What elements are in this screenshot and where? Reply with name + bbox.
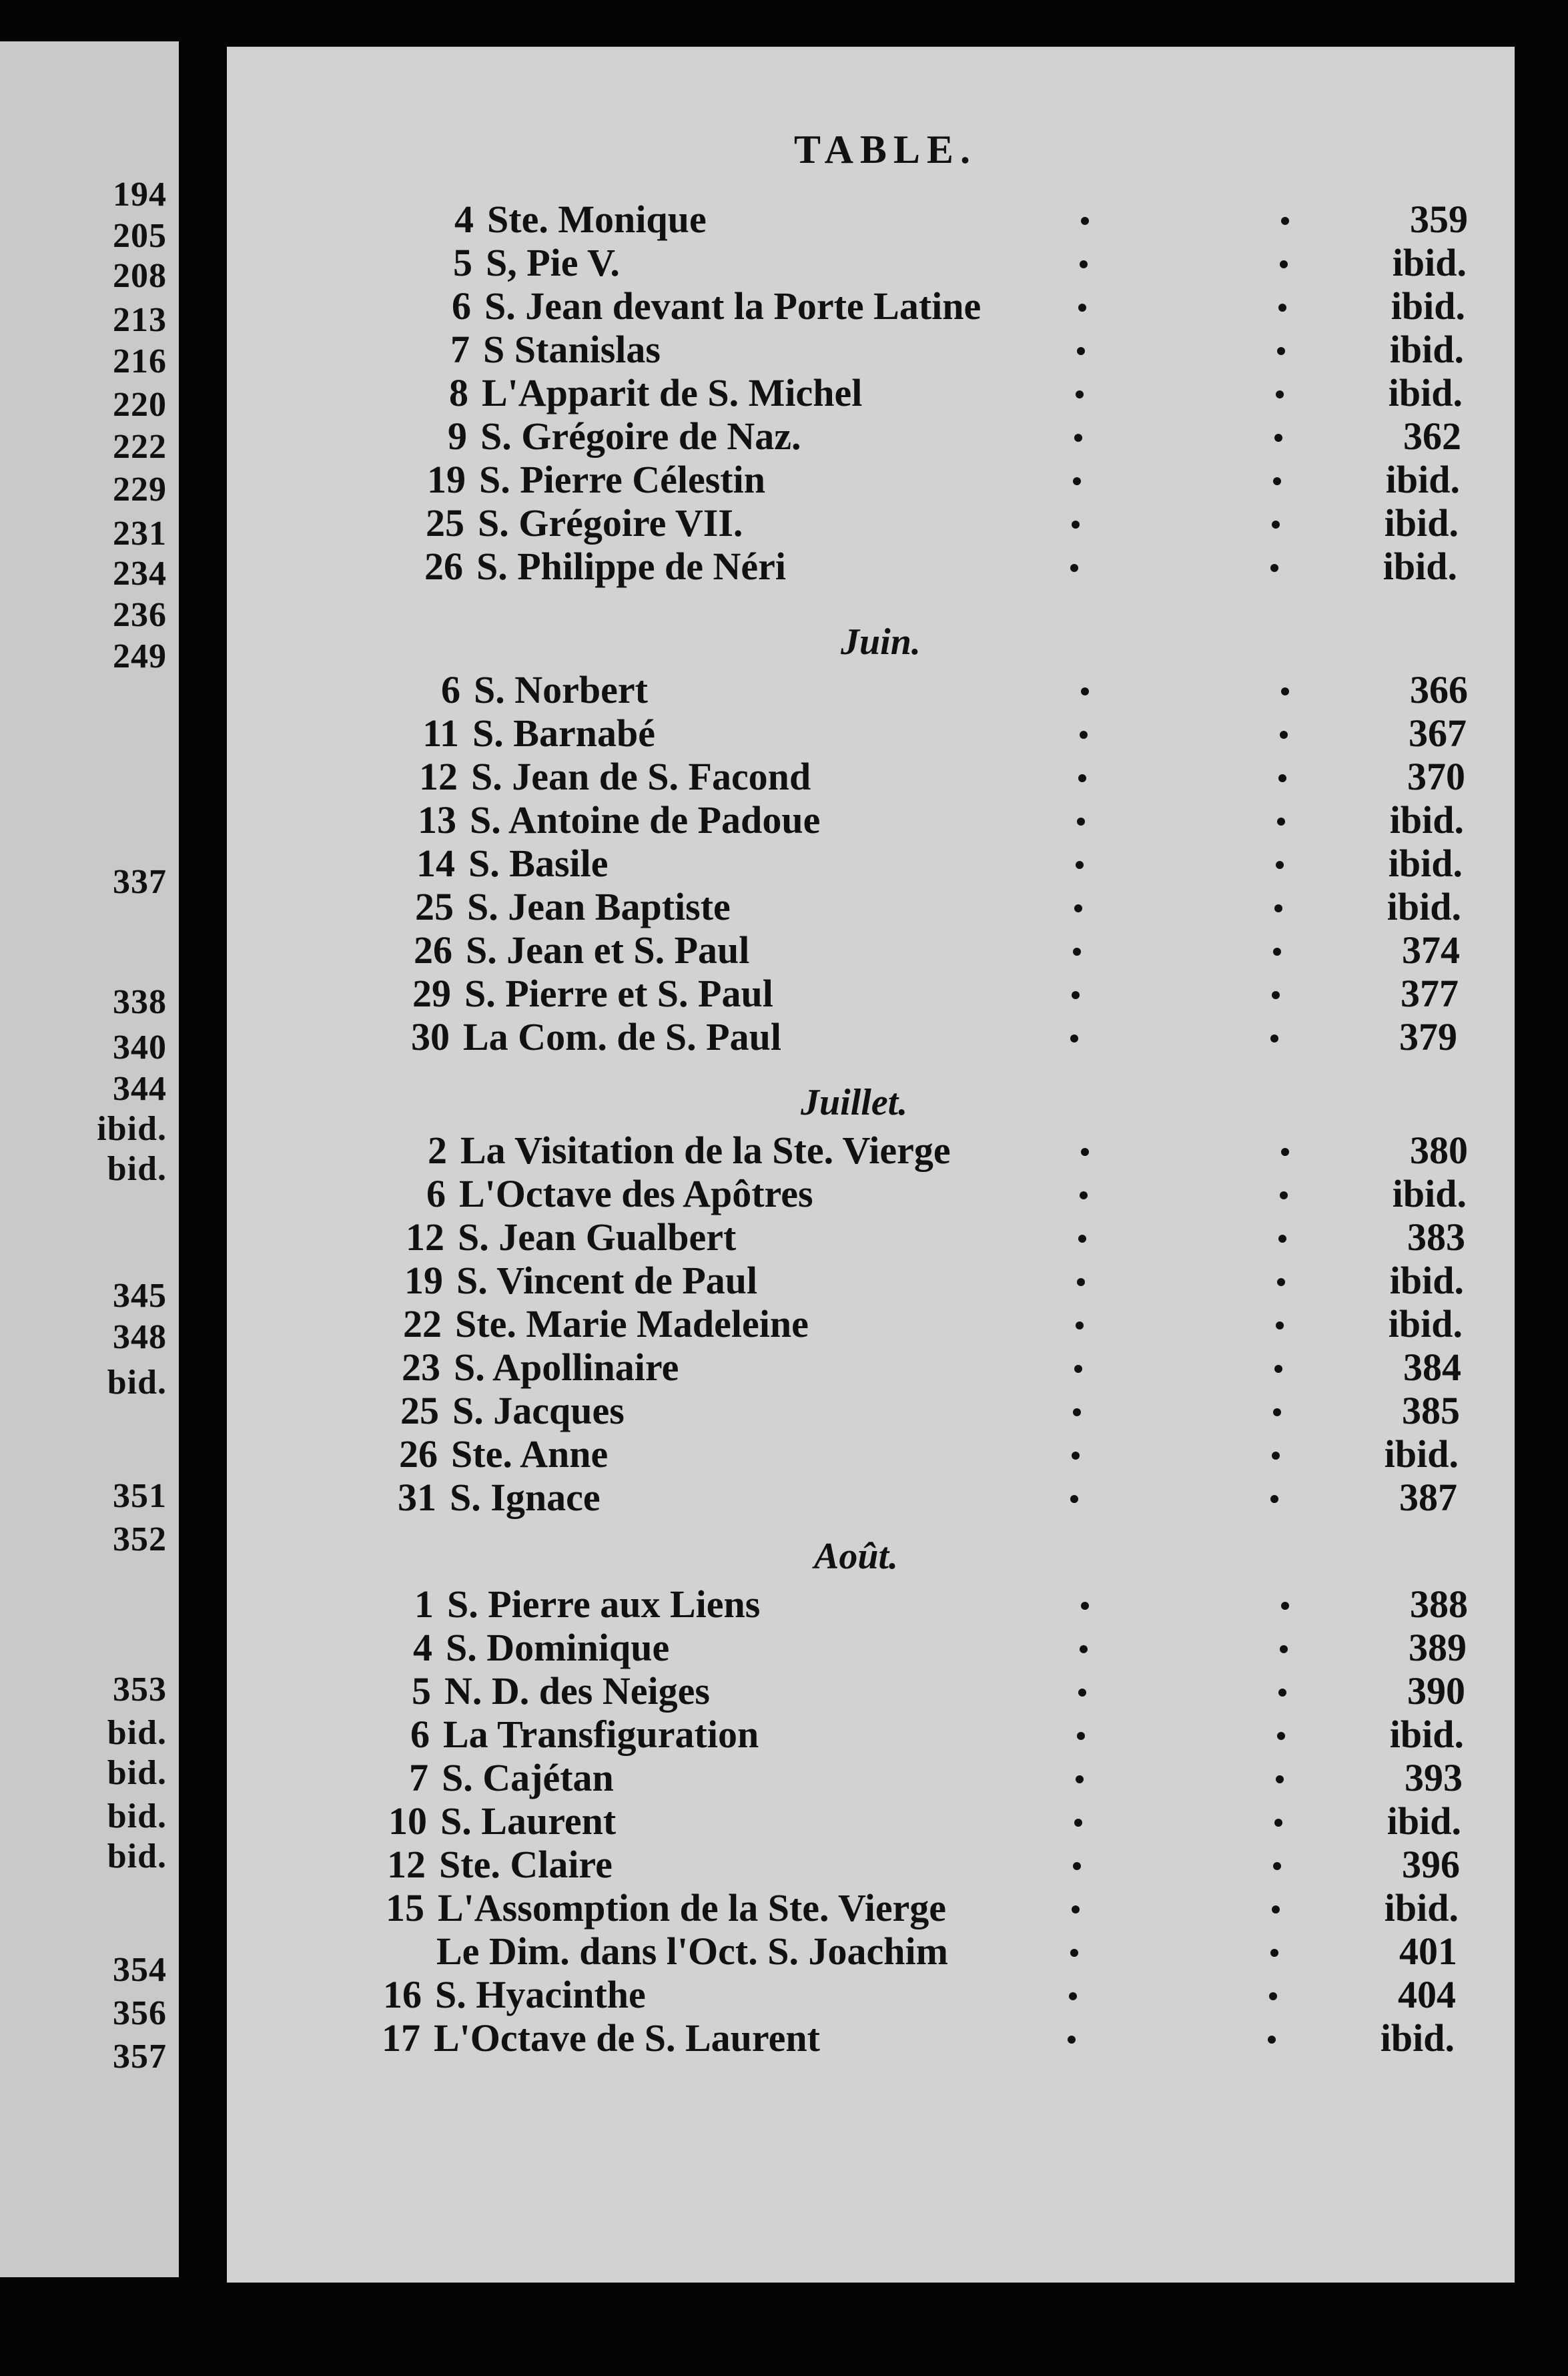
left-page-number: bid. — [107, 1837, 167, 1875]
leader-dot — [1272, 991, 1280, 999]
leader-dot — [1080, 731, 1088, 739]
page-reference: 362 — [1403, 414, 1461, 458]
day-number: 26 — [399, 1432, 438, 1476]
leader-dot — [1272, 521, 1280, 529]
page-reference: ibid. — [1392, 1172, 1467, 1215]
feast-name: S. Jacques — [452, 1389, 625, 1432]
table-row — [227, 457, 1515, 500]
page-reference: ibid. — [1388, 371, 1463, 414]
leader-dot — [1077, 818, 1085, 826]
table-row — [227, 841, 1515, 884]
left-page-number: 344 — [113, 1070, 167, 1108]
left-page-number: 231 — [113, 515, 167, 553]
page-reference: ibid. — [1383, 545, 1457, 588]
table-row — [227, 1128, 1515, 1171]
leader-dot — [1281, 1148, 1289, 1156]
day-number: 25 — [415, 885, 454, 928]
left-page-number: 338 — [113, 983, 167, 1021]
left-page-number: 353 — [113, 1671, 167, 1709]
leader-dot — [1274, 1365, 1282, 1373]
leader-dot — [1077, 347, 1085, 355]
left-page-number: 352 — [113, 1520, 167, 1558]
feast-name: La Com. de S. Paul — [463, 1015, 781, 1059]
day-number: 5 — [412, 1669, 431, 1713]
day-number: 6 — [426, 1172, 446, 1215]
leader-dot — [1072, 991, 1080, 999]
day-number: 1 — [414, 1582, 434, 1626]
feast-name: S. Pierre aux Liens — [447, 1582, 761, 1626]
page-reference: 390 — [1407, 1669, 1465, 1713]
table-row — [227, 884, 1515, 927]
leader-dot — [1073, 948, 1081, 956]
day-number: 12 — [419, 755, 458, 798]
leader-dot — [1277, 1278, 1285, 1286]
left-page-number: 340 — [113, 1028, 167, 1067]
feast-name: Le Dim. dans l'Oct. S. Joachim — [436, 1929, 948, 1973]
day-number: 16 — [383, 1973, 422, 2016]
page-reference: 393 — [1405, 1756, 1463, 1799]
page-reference: ibid. — [1388, 842, 1463, 885]
left-page-number: bid. — [107, 1364, 167, 1402]
leader-dot — [1280, 1645, 1288, 1653]
leader-dot — [1272, 1452, 1280, 1460]
table-row — [227, 1475, 1515, 1518]
page-reference: 379 — [1399, 1015, 1457, 1059]
table-row — [227, 1799, 1515, 1841]
leader-dot — [1274, 1819, 1282, 1827]
page-reference: 385 — [1402, 1389, 1460, 1432]
leader-dot — [1270, 564, 1278, 572]
feast-name: S. Jean de S. Facond — [471, 755, 811, 798]
month-heading: Août. — [814, 1536, 899, 1577]
page-reference: 384 — [1403, 1346, 1461, 1389]
leader-dot — [1073, 477, 1081, 485]
left-page-number: 345 — [113, 1277, 167, 1315]
day-number: 19 — [404, 1259, 443, 1302]
page-reference: 401 — [1399, 1929, 1457, 1973]
leader-dot — [1074, 1819, 1082, 1827]
left-page-number: 249 — [113, 637, 167, 675]
left-page-number: 213 — [113, 301, 167, 339]
leader-dot — [1277, 818, 1285, 826]
leader-dot — [1074, 434, 1082, 442]
table-row — [227, 414, 1515, 457]
day-number: 6 — [452, 284, 471, 328]
page-reference: ibid. — [1389, 1713, 1464, 1756]
day-number: 23 — [402, 1346, 440, 1389]
table-row — [227, 1582, 1515, 1624]
table-row — [227, 971, 1515, 1014]
leader-dot — [1269, 1992, 1277, 2000]
page-reference: ibid. — [1389, 1259, 1464, 1302]
page-reference: ibid. — [1389, 798, 1464, 842]
table-row — [227, 1712, 1515, 1755]
feast-name: L'Assomption de la Ste. Vierge — [438, 1886, 947, 1929]
page-reference: 383 — [1407, 1215, 1465, 1259]
book-gutter — [179, 0, 227, 2376]
feast-name: Ste. Monique — [487, 198, 707, 241]
leader-dot — [1072, 521, 1080, 529]
day-number: 26 — [414, 928, 452, 972]
leader-dot — [1274, 434, 1282, 442]
feast-name: S. Grégoire VII. — [478, 501, 743, 545]
table-row — [227, 1625, 1515, 1668]
day-number: 15 — [386, 1886, 424, 1929]
day-number: 26 — [424, 545, 463, 588]
feast-name: L'Octave de S. Laurent — [434, 2016, 820, 2060]
day-number: 4 — [454, 198, 474, 241]
left-page-number: 216 — [113, 342, 167, 380]
day-number: 22 — [403, 1302, 442, 1346]
left-page-number: 229 — [113, 471, 167, 509]
table-row — [227, 197, 1515, 240]
feast-name: S. Philippe de Néri — [476, 545, 787, 588]
leader-dot — [1070, 564, 1078, 572]
leader-dot — [1072, 1452, 1080, 1460]
day-number: 4 — [413, 1626, 432, 1669]
left-page-number: 205 — [113, 217, 167, 255]
leader-dot — [1073, 1408, 1081, 1416]
leader-dot — [1278, 774, 1286, 782]
feast-name: L'Apparit de S. Michel — [482, 371, 863, 414]
page-reference: 366 — [1410, 668, 1468, 711]
left-page-number: 220 — [113, 386, 167, 424]
feast-name: S. Basile — [468, 842, 609, 885]
feast-name: La Visitation de la Ste. Vierge — [460, 1129, 951, 1172]
table-row — [227, 1388, 1515, 1431]
leader-dot — [1276, 1775, 1284, 1783]
left-page-number: 357 — [113, 2038, 167, 2076]
leader-dot — [1276, 861, 1284, 869]
leader-dot — [1081, 1148, 1089, 1156]
day-number: 25 — [400, 1389, 439, 1432]
leader-dot — [1069, 1992, 1077, 2000]
day-number: 25 — [426, 501, 464, 545]
leader-dot — [1281, 1602, 1289, 1610]
page-reference: ibid. — [1392, 241, 1467, 284]
leader-dot — [1278, 304, 1286, 312]
table-row — [227, 240, 1515, 283]
day-number: 30 — [411, 1015, 450, 1059]
day-number: 29 — [412, 972, 451, 1015]
left-page-number: bid. — [107, 1150, 167, 1188]
left-page-number: 236 — [113, 596, 167, 634]
leader-dot — [1080, 260, 1088, 268]
right-page — [227, 47, 1515, 2283]
day-number: 12 — [406, 1215, 444, 1259]
left-page-number: 354 — [113, 1951, 167, 1989]
feast-name: L'Octave des Apôtres — [459, 1172, 813, 1215]
table-row — [227, 1258, 1515, 1301]
day-number: 17 — [382, 2016, 420, 2060]
leader-dot — [1077, 1732, 1085, 1740]
table-row — [227, 1669, 1515, 1711]
page-reference: ibid. — [1389, 328, 1464, 371]
feast-name: S. Norbert — [474, 668, 648, 711]
leader-dot — [1273, 477, 1281, 485]
page-reference: 389 — [1409, 1626, 1467, 1669]
page-reference: ibid. — [1385, 458, 1460, 501]
day-number: 11 — [422, 711, 459, 755]
feast-name: S. Apollinaire — [454, 1346, 679, 1389]
left-page-number: ibid. — [97, 1110, 167, 1148]
page-reference: 396 — [1402, 1843, 1460, 1886]
leader-dot — [1081, 217, 1089, 225]
table-row — [227, 327, 1515, 370]
feast-name: S. Antoine de Padoue — [470, 798, 821, 842]
day-number: 14 — [416, 842, 455, 885]
table-row — [227, 370, 1515, 413]
table-row — [227, 1014, 1515, 1057]
left-page-number: bid. — [107, 1797, 167, 1835]
leader-dot — [1273, 948, 1281, 956]
table-row — [227, 711, 1515, 754]
leader-dot — [1074, 1365, 1082, 1373]
day-number: 31 — [398, 1476, 436, 1519]
table-row — [227, 1755, 1515, 1798]
day-number: 6 — [410, 1713, 430, 1756]
page-reference: 387 — [1399, 1476, 1457, 1519]
feast-name: S. Grégoire de Naz. — [480, 414, 801, 458]
feast-name: S. Pierre Célestin — [479, 458, 765, 501]
leader-dot — [1078, 1689, 1086, 1697]
table-row — [227, 667, 1515, 710]
page-reference: 359 — [1410, 198, 1468, 241]
leader-dot — [1070, 1949, 1078, 1957]
day-number: 10 — [388, 1799, 427, 1843]
leader-dot — [1078, 1235, 1086, 1243]
day-number: 2 — [428, 1129, 447, 1172]
page-reference: 367 — [1409, 711, 1467, 755]
leader-dot — [1276, 1321, 1284, 1329]
leader-dot — [1270, 1495, 1278, 1503]
feast-name: S. Jean et S. Paul — [466, 928, 750, 972]
page-reference: 388 — [1410, 1582, 1468, 1626]
leader-dot — [1080, 1191, 1088, 1199]
page-reference: 380 — [1410, 1129, 1468, 1172]
month-heading: Juin. — [841, 621, 921, 663]
table-row — [227, 1345, 1515, 1388]
leader-dot — [1268, 2036, 1276, 2044]
leader-dot — [1277, 1732, 1285, 1740]
day-number: 9 — [448, 414, 467, 458]
page-reference: ibid. — [1388, 1302, 1463, 1346]
left-page-number: 351 — [113, 1477, 167, 1515]
feast-name: S, Pie V. — [486, 241, 620, 284]
feast-name: S. Laurent — [440, 1799, 617, 1843]
feast-name: S. Jean Baptiste — [467, 885, 731, 928]
leader-dot — [1076, 1321, 1084, 1329]
left-page-number: 234 — [113, 555, 167, 593]
feast-name: S. Ignace — [450, 1476, 601, 1519]
left-page-number: 356 — [113, 1994, 167, 2032]
leader-dot — [1281, 217, 1289, 225]
day-number: 5 — [453, 241, 472, 284]
feast-name: S. Jean Gualbert — [458, 1215, 737, 1259]
day-number: 13 — [418, 798, 456, 842]
leader-dot — [1270, 1034, 1278, 1043]
leader-dot — [1080, 1645, 1088, 1653]
leader-dot — [1081, 687, 1089, 695]
feast-name: S. Jean devant la Porte Latine — [484, 284, 982, 328]
left-page-fragment — [0, 41, 179, 2277]
left-page-number: 337 — [113, 863, 167, 901]
page-reference: ibid. — [1384, 1886, 1459, 1929]
leader-dot — [1274, 904, 1282, 912]
leader-dot — [1081, 1602, 1089, 1610]
page-reference: ibid. — [1387, 885, 1461, 928]
table-row — [227, 501, 1515, 543]
table-row — [227, 1929, 1515, 1972]
table-row — [227, 1842, 1515, 1885]
table-row — [227, 1171, 1515, 1214]
feast-name: S Stanislas — [483, 328, 661, 371]
leader-dot — [1280, 1191, 1288, 1199]
table-row — [227, 1432, 1515, 1474]
table-row — [227, 284, 1515, 326]
leader-dot — [1281, 687, 1289, 695]
leader-dot — [1277, 347, 1285, 355]
leader-dot — [1070, 1034, 1078, 1043]
leader-dot — [1276, 390, 1284, 398]
leader-dot — [1072, 1905, 1080, 1913]
left-page-number: bid. — [107, 1714, 167, 1752]
leader-dot — [1278, 1235, 1286, 1243]
leader-dot — [1076, 1775, 1084, 1783]
day-number: 7 — [409, 1756, 428, 1799]
page-reference: ibid. — [1391, 284, 1465, 328]
page-reference: 374 — [1402, 928, 1460, 972]
left-page-number: 208 — [113, 257, 167, 295]
feast-name: S. Vincent de Paul — [456, 1259, 758, 1302]
leader-dot — [1074, 904, 1082, 912]
table-row — [227, 798, 1515, 840]
leader-dot — [1273, 1862, 1281, 1870]
left-page-number: bid. — [107, 1754, 167, 1792]
feast-name: S. Pierre et S. Paul — [464, 972, 773, 1015]
page-reference: 404 — [1398, 1973, 1456, 2016]
day-number: 6 — [441, 668, 460, 711]
table-row — [227, 928, 1515, 970]
leader-dot — [1280, 260, 1288, 268]
leader-dot — [1077, 1278, 1085, 1286]
leader-dot — [1073, 1862, 1081, 1870]
leader-dot — [1078, 774, 1086, 782]
day-number: 7 — [450, 328, 470, 371]
month-heading: Juillet. — [801, 1082, 908, 1123]
table-row — [227, 1885, 1515, 1928]
table-row — [227, 1972, 1515, 2015]
feast-name: S. Barnabé — [472, 711, 655, 755]
table-row — [227, 2016, 1515, 2058]
leader-dot — [1076, 390, 1084, 398]
day-number: 8 — [449, 371, 468, 414]
left-page-number: 348 — [113, 1318, 167, 1356]
day-number: 12 — [387, 1843, 426, 1886]
feast-name: S. Cajétan — [442, 1756, 614, 1799]
feast-name: S. Dominique — [446, 1626, 670, 1669]
left-page-number: 222 — [113, 428, 167, 466]
page-reference: ibid. — [1384, 501, 1459, 545]
page-reference: ibid. — [1384, 1432, 1459, 1476]
page-edge — [1515, 0, 1568, 2376]
page-title: TABLE. — [794, 127, 977, 172]
leader-dot — [1078, 304, 1086, 312]
leader-dot — [1278, 1689, 1286, 1697]
left-page-number: 194 — [113, 176, 167, 214]
leader-dot — [1070, 1495, 1078, 1503]
feast-name: Ste. Marie Madeleine — [455, 1302, 809, 1346]
page-reference: 377 — [1401, 972, 1459, 1015]
table-row — [227, 1301, 1515, 1344]
leader-dot — [1280, 731, 1288, 739]
table-row — [227, 1215, 1515, 1257]
feast-name: S. Hyacinthe — [435, 1973, 646, 2016]
table-row — [227, 544, 1515, 587]
page-reference: 370 — [1407, 755, 1465, 798]
leader-dot — [1270, 1949, 1278, 1957]
leader-dot — [1068, 2036, 1076, 2044]
leader-dot — [1076, 861, 1084, 869]
feast-name: Ste. Anne — [451, 1432, 609, 1476]
leader-dot — [1273, 1408, 1281, 1416]
leader-dot — [1272, 1905, 1280, 1913]
feast-name: Ste. Claire — [439, 1843, 613, 1886]
day-number: 19 — [427, 458, 466, 501]
feast-name: N. D. des Neiges — [444, 1669, 710, 1713]
table-row — [227, 754, 1515, 797]
feast-name: La Transfiguration — [443, 1713, 759, 1756]
page-reference: ibid. — [1380, 2016, 1455, 2060]
page-reference: ibid. — [1387, 1799, 1461, 1843]
